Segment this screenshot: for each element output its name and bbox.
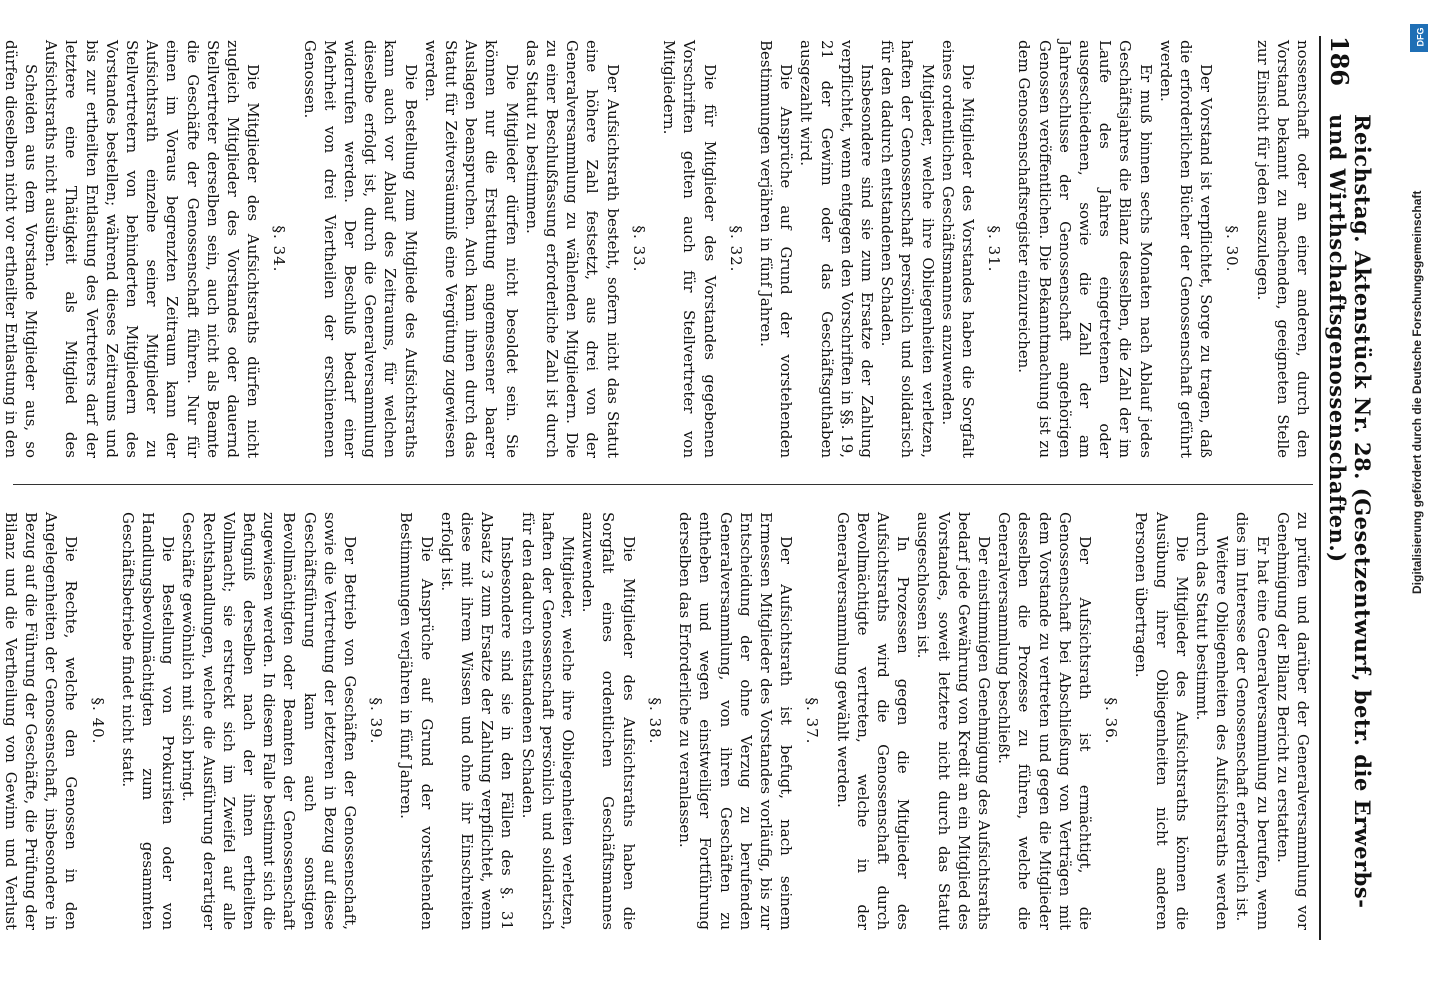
paragraph: Die Ansprüche auf Grund der vorstehenden Bestimmungen verjähren in fünf Jahren. bbox=[397, 512, 436, 930]
paragraph: Die für Mitglieder des Vorstandes gegebenen Vorschriften gelten auch für Stellvertreter von Mitgliedern. bbox=[660, 40, 719, 458]
section-heading: §. 34. bbox=[270, 225, 289, 273]
section-heading: §. 38. bbox=[645, 697, 664, 745]
paragraph: Die Ansprüche auf Grund der vorstehenden Bestimmungen verjähren in fünf Jahren. bbox=[756, 40, 796, 458]
right-column bbox=[1, 512, 1313, 930]
paragraph: Die Mitglieder des Aufsichtsraths dürfen nicht zugleich Mitglieder des Vorstandes oder dauernd Stellvertreter derselben sein, auch nicht als Beamte die Geschäfte der Genossenschaft führen. Nur für einen im Voraus begrenzten Zeitraum kann der Aufsichtsrath einzelne seiner Mitglieder zu Stellvertretern von behinderten Mitgliedern des Vorstandes bestellen; während dieses Zeitraums und bis zur ertheilten Entlastung des Vertreters darf der letztere eine Thätigkeit als Mitglied des Aufsichtsraths nicht ausüben. bbox=[42, 40, 263, 458]
section-heading: §. 32. bbox=[726, 225, 745, 273]
section-heading: §. 40. bbox=[88, 697, 107, 745]
paragraph: Die Rechte, welche den Genossen in den Angelegenheiten der Genossenschaft, insbesondere in Bezug auf die Führung der Geschäfte, die Prüfung der Bilanz und die Vertheilung von Gewinn und Verlust bbox=[1, 512, 81, 930]
section-heading: §. 39. bbox=[367, 697, 386, 745]
section-heading: §. 36. bbox=[1102, 697, 1121, 745]
paragraph: Die Mitglieder des Vorstandes haben die Sorgfalt eines ordentlichen Geschäftsmannes anzuwenden. bbox=[938, 40, 977, 458]
paragraph: Insbesondere sind sie in den Fällen des §. 31 Absatz 3 zum Ersatze der Zahlung verpflichtet, wenn diese mit ihrem Wissen und ohne ihr Einschreiten erfolgt ist. bbox=[437, 512, 517, 930]
page-header bbox=[1319, 36, 1375, 940]
paragraph: Der Vorstand ist verpflichtet, Sorge zu tragen, daß die erforderlichen Bücher der Genossenschaft geführt werden. bbox=[1156, 40, 1216, 458]
paragraph: Die Bestellung von Prokuristen oder von Handlungsbevollmächtigten zum gesammten Geschäftsbetriebe findet nicht statt. bbox=[118, 512, 178, 930]
paragraph: Der einstimmigen Genehmigung des Aufsichtsraths bedarf jede Gewährung von Kredit an ein Mitglied des Vorstandes, soweit letztere nicht durch das Statut ausgeschlossen ist. bbox=[914, 512, 993, 930]
paragraph: In Prozessen gegen die Mitglieder des Aufsichtsraths wird die Genossenschaft durch Bevollmächtigte vertreten, welche in der Generalversammlung gewählt werden. bbox=[833, 512, 913, 930]
paragraph: Die Mitglieder dürfen nicht besoldet sein. Sie können nur die Erstattung angemessener baarer Auslagen beanspruchen. Auch kann ihnen durch das Statut für Zeitversäumniß eine Vergütung zugewiesen werden. bbox=[421, 40, 521, 458]
section-heading: §. 31. bbox=[985, 225, 1004, 273]
section-heading: §. 37. bbox=[803, 697, 822, 745]
paragraph: Der Aufsichtsrath ist befugt, nach seinem Ermessen Mitglieder des Vorstandes vorläufig, bis zur Entscheidung der ohne Verzug zu berufenden Generalversammlung, von ihren Geschäften zu entheben und wegen einstweiliger Fortführung derselben das Erforderliche zu veranlassen. bbox=[676, 512, 796, 930]
paragraph: Scheiden aus dem Vorstande Mitglieder aus, so dürfen dieselben nicht vor ertheilter Entlastung in den bbox=[1, 40, 41, 458]
paragraph: Die Bestellung zum Mitgliede des Aufsichtsraths kann auch vor Ablauf des Zeitraums, für welchen dieselbe erfolgt ist, durch die Generalversammlung widerrufen werden. Der Beschluß bedarf einer Mehrheit von drei Viertheilen der erschienenen Genossen. bbox=[300, 40, 420, 458]
section-heading: §. 30. bbox=[1223, 225, 1242, 273]
dfg-watermark bbox=[1408, 24, 1428, 594]
paragraph: Er hat eine Generalversammlung zu berufen, wenn dies im Interesse der Genossenschaft erforderlich ist. bbox=[1233, 512, 1272, 930]
paragraph: Die Mitglieder des Aufsichtsraths können die Ausübung ihrer Obliegenheiten nicht anderen Personen übertragen. bbox=[1132, 512, 1191, 930]
dfg-logo: DFG bbox=[1410, 24, 1428, 52]
paragraph: Der Aufsichtsrath ist ermächtigt, die Genossenschaft bei Abschließung von Verträgen mit dem Vorstande zu vertreten und gegen die Mitglieder desselben die Prozesse zu führen, welche die Generalversammlung beschließt. bbox=[995, 512, 1094, 930]
paragraph: zu prüfen und darüber der Generalversammlung vor Genehmigung der Bilanz Bericht zu erstatten. bbox=[1273, 512, 1312, 930]
page-number: 186 bbox=[1325, 36, 1354, 87]
left-column bbox=[1, 40, 1313, 459]
paragraph: Der Betrieb von Geschäften der Genossenschaft, sowie die Vertretung der letzteren in Bezug auf diese Geschäftsführung kann auch sonstigen Bevollmächtigten oder Beamten der Genossenschaft zugewiesen werden. In diesem Falle bestimmt sich die Befugniß derselben nach der ihnen ertheilten Vollmacht; sie erstreckt sich im Zweifel auf alle Rechtshandlungen, welche die Ausführung derartiger Geschäfte gewöhnlich mit sich bringt. bbox=[179, 512, 360, 930]
paragraph: nossenschaft oder an einer anderen, durch den Vorstand bekannt zu machenden, geeigneten Stelle zur Einsicht für jeden auszulegen. bbox=[1253, 40, 1312, 458]
paragraph: Mitglieder, welche ihre Obliegenheiten verletzen, haften der Genossenschaft persönlich und solidarisch für den dadurch entstandenen Schaden. bbox=[518, 512, 578, 930]
paragraph: Der Aufsichtsrath besteht, sofern nicht das Statut eine höhere Zahl festsetzt, aus drei von der Generalversammlung zu wählenden Mitgliedern. Die zu einer Beschlußfassung erforderliche Zahl ist durch das Statut zu bestimmen. bbox=[522, 40, 622, 458]
running-title: Reichstag. Aktenstück Nr. 28. (Gesetzentwurf, betr. die Erwerbs- und Wirthschaftsgenossenschaften.) bbox=[1325, 114, 1375, 909]
paragraph: Weitere Obliegenheiten des Aufsichtsraths werden durch das Statut bestimmt. bbox=[1192, 512, 1232, 930]
paragraph: Er muß binnen sechs Monaten nach Ablauf jedes Geschäftsjahres die Bilanz desselben, die Zahl der im Laufe des Jahres eingetretenen oder ausgeschiedenen, sowie die Zahl der am Jahresschlusse der Genossenschaft angehörigen Genossen veröffentlichen. Die Bekanntmachung ist zu dem Genossenschaftsregister einzureichen. bbox=[1015, 40, 1155, 458]
paragraph: Die Mitglieder des Aufsichtsraths haben die Sorgfalt eines ordentlichen Geschäftsmannes anzuwenden. bbox=[579, 512, 638, 930]
section-heading: §. 33. bbox=[629, 225, 648, 273]
paragraph: Insbesondere sind sie zum Ersatze der Zahlung verpflichtet, wenn entgegen den Vorschriften in §§. 19, 21 der Gewinn oder das Geschäftsguthaben ausgezahlt wird. bbox=[797, 40, 876, 459]
watermark-text: Digitalisierung gefördert durch die Deutsche Forschungsgemeinschaft bbox=[1410, 190, 1424, 594]
column-divider bbox=[13, 484, 1313, 485]
paragraph: Mitglieder, welche ihre Obliegenheiten verletzen, haften der Genossenschaft persönlich und solidarisch für den dadurch entstandenen Schaden. bbox=[878, 40, 937, 458]
